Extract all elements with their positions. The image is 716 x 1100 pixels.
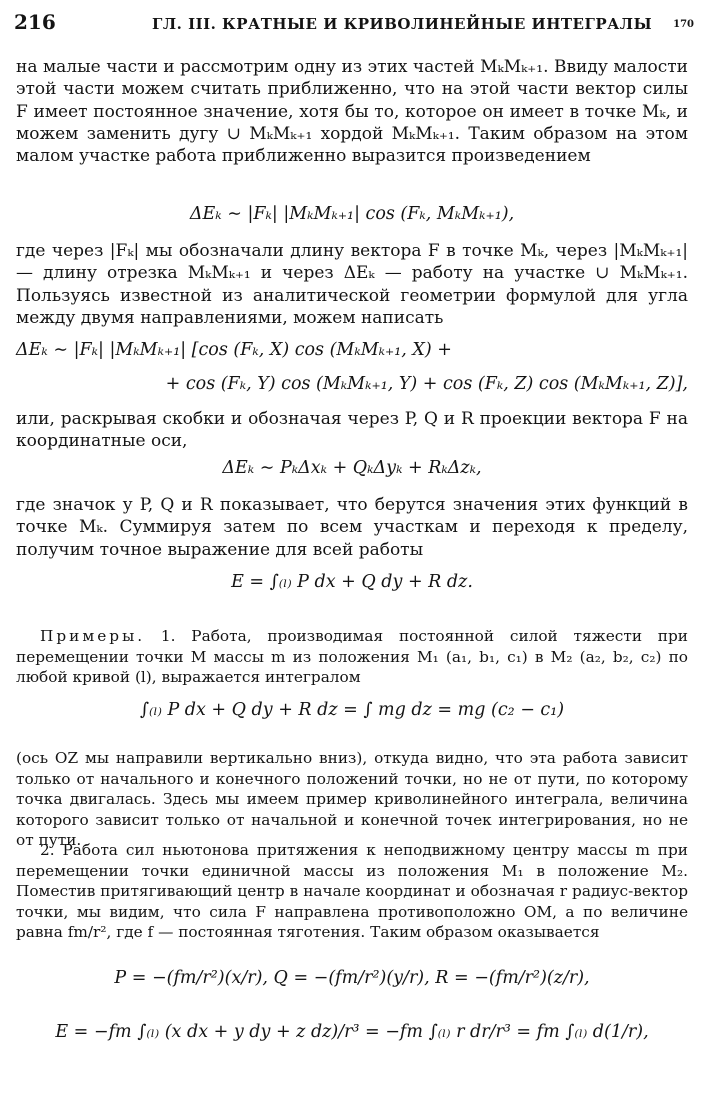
equation-5: ∫₍ₗ₎ P dx + Q dy + R dz = ∫ mg dz = mg (c₂ − c₁) [139,700,565,720]
equation-7: E = −fm ∫₍ₗ₎ (x dx + y dy + z dz)/r³ = −fm ∫₍ₗ₎ r dr/r³ = fm ∫₍ₗ₎ d(1/r), [55,1022,649,1042]
equation-4: E = ∫₍ₗ₎ P dx + Q dy + R dz. [231,572,473,592]
paragraph-2: где через |Fₖ| мы обозначали длину вектора F в точке Mₖ, через |MₖMₖ₊₁| — длину отрезка MₖMₖ₊₁ и через ΔEₖ — работу на участке ∪ MₖMₖ₊₁. Пользуясь известной из аналитической геометрии формулой для угла между двумя направлениями, можем написать [16,241,688,328]
equation-3: ΔEₖ ∼ PₖΔxₖ + QₖΔyₖ + RₖΔzₖ, [222,458,482,478]
page-header [14,10,694,40]
example-1 [16,626,688,688]
example-1-text: 1. Работа, производимая постоянной силой тяжести при перемещении точки M массы m из положения M₁ (a₁, b₁, c₁) в M₂ (a₂, b₂, c₂) по любой кривой (l), выражается интегралом [16,627,688,687]
paragraph-3: или, раскрывая скобки и обозначая через P, Q и R проекции вектора F на координатные оси, [16,409,688,452]
examples-label: Примеры. [40,627,146,645]
equation-2-line-1: ΔEₖ ∼ |Fₖ| |MₖMₖ₊₁| [cos (Fₖ, X) cos (MₖMₖ₊₁, X) + [16,340,452,360]
example-2: 2. Работа сил ньютонова притяжения к неподвижному центру массы m при перемещении точки единичной массы из положения M₁ в положение M₂. Поместив притягивающий центр в начале координат и обозначая r радиус-вектор точки, мы видим, что сила F направлена противоположно OM, а по величине равна fm/r², где f — постоянная тяготения. Таким образом оказывается [16,841,688,942]
paragraph-1: на малые части и рассмотрим одну из этих частей MₖMₖ₊₁. Ввиду малости этой части можем считать приближенно, что на этой части вектор силы F имеет постоянное значение, хотя бы то, которое он имеет в точке Mₖ, и можем заменить дугу ∪ MₖMₖ₊₁ хордой MₖMₖ₊₁. Таким образом на этом малом участке работа приближенно выразится произведением [16,57,688,167]
running-title: ГЛ. III. КРАТНЫЕ И КРИВОЛИНЕЙНЫЕ ИНТЕГРАЛЫ [152,15,653,33]
paragraph-5: (ось OZ мы направили вертикально вниз), откуда видно, что эта работа зависит только от начального и конечного положений точки, но не от пути, по которому точка двигалась. Здесь мы имеем пример криволинейного интеграла, величина которого зависит только от начальной и конечной точек интегрирования, но не от пути. [16,749,688,850]
page-number: 216 [14,10,56,34]
paragraph-4: где значок у P, Q и R показывает, что берутся значения этих функций в точке Mₖ. Суммируя затем по всем участкам и переходя к пределу, получим точное выражение для всей работы [16,495,688,560]
equation-1: ΔEₖ ∼ |Fₖ| |MₖMₖ₊₁| cos (Fₖ, MₖMₖ₊₁), [189,204,515,224]
equation-6: P = −(fm/r²)(x/r), Q = −(fm/r²)(y/r), R = −(fm/r²)(z/r), [114,968,590,988]
equation-2-line-2: + cos (Fₖ, Y) cos (MₖMₖ₊₁, Y) + cos (Fₖ, Z) cos (MₖMₖ₊₁, Z)], [165,374,688,394]
margin-mark: 170 [673,19,694,30]
